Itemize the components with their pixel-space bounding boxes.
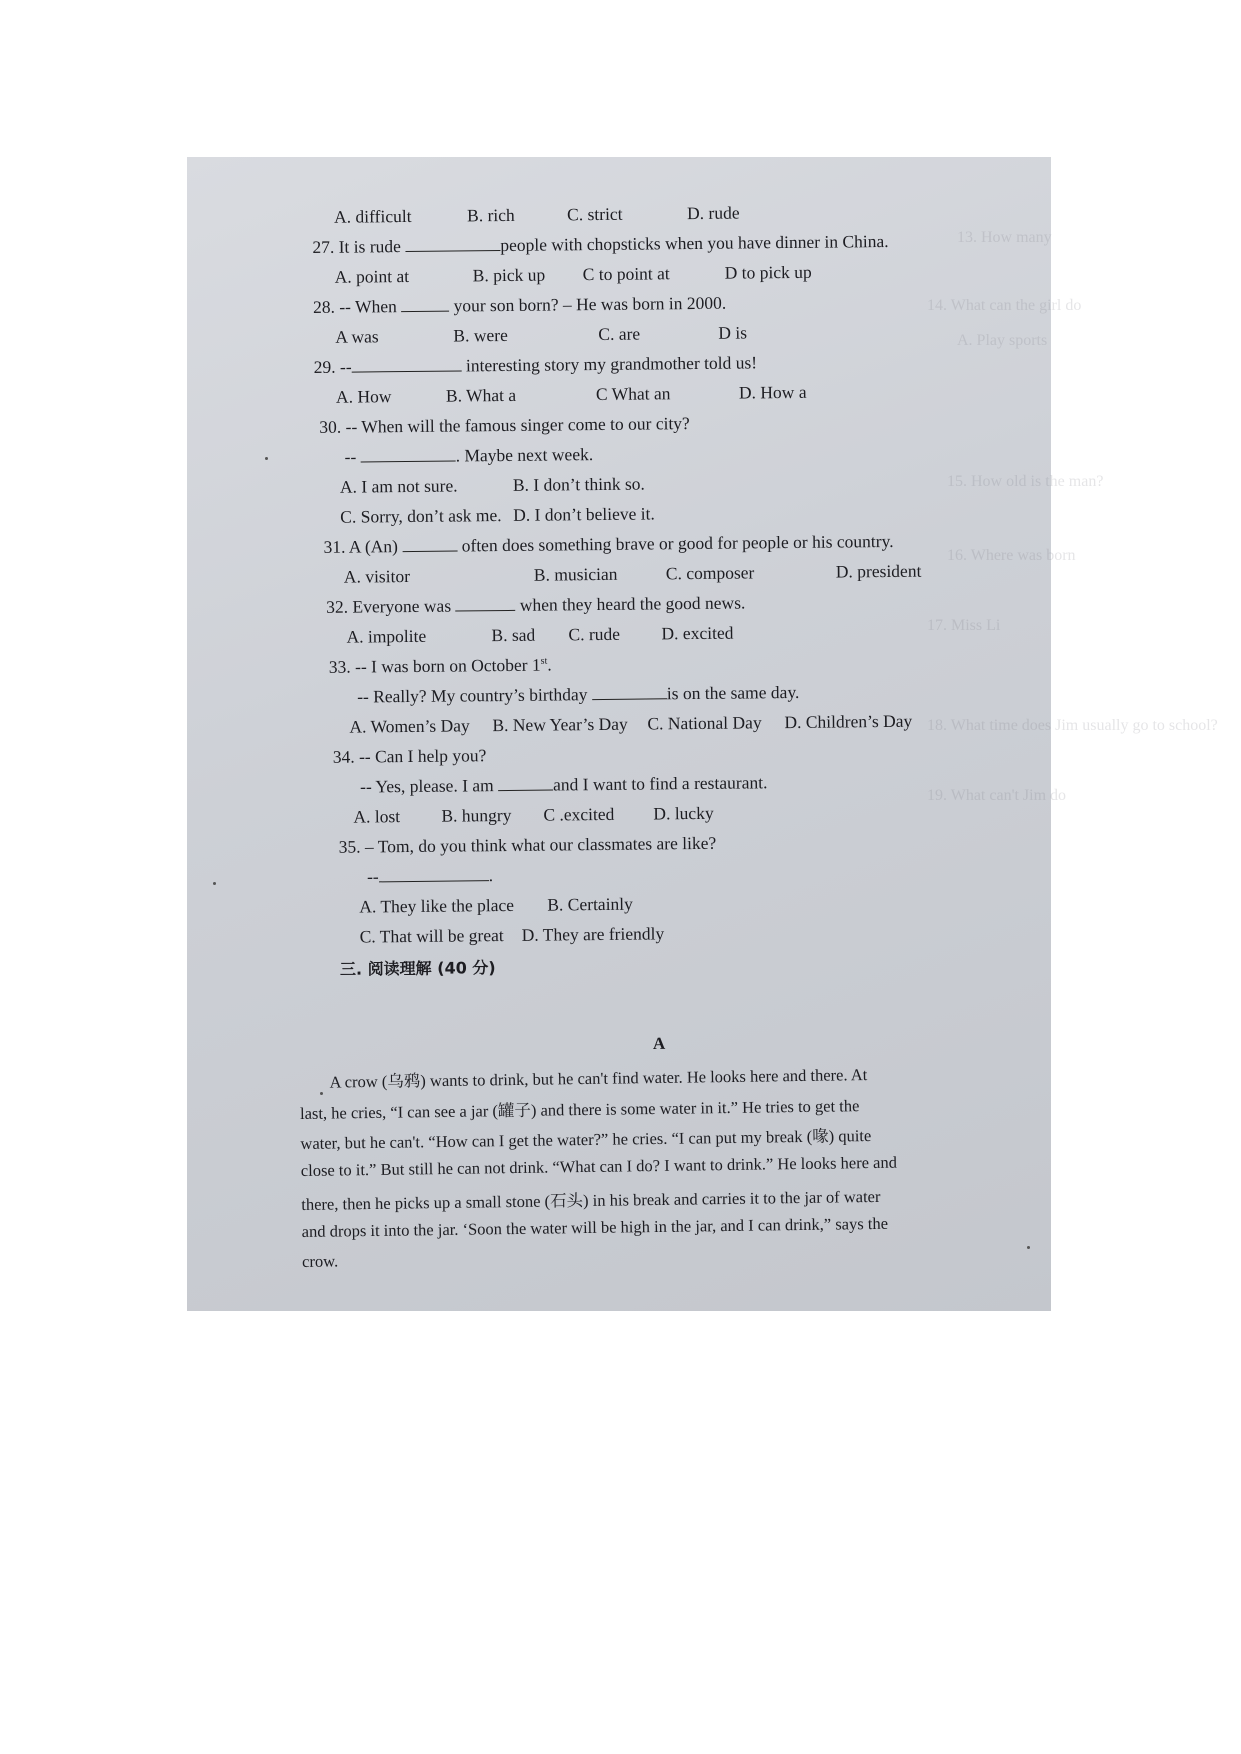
option-a: A. impolite xyxy=(346,625,427,647)
question-stem: often does something brave or good for people or his country. xyxy=(461,530,894,556)
option-a: A. difficult xyxy=(333,205,412,227)
reply-text: . Maybe next week. xyxy=(455,444,594,466)
reply-text: is on the same day. xyxy=(666,681,800,704)
reply-text: -- Yes, please. I am xyxy=(359,775,494,797)
question-stem: 29. -- xyxy=(313,356,352,377)
passage-line: close to it.” But still he can not drink. “What can I do? I want to drink.” He looks here and xyxy=(300,1152,898,1180)
reading-passage-a xyxy=(299,1029,1022,1283)
option-a: A. lost xyxy=(353,806,401,827)
option-d: D. president xyxy=(835,560,922,582)
question-stem: 35. – Tom, do you think what our classmates are like? xyxy=(338,832,717,857)
dust-speck xyxy=(213,882,216,885)
ghost-line: 14. What can the girl do xyxy=(927,297,1082,314)
ghost-line: 16. Where was born xyxy=(947,547,1076,564)
option-b: B. hungry xyxy=(441,804,512,826)
dust-speck xyxy=(265,457,268,460)
option-b: B. sad xyxy=(491,624,536,646)
ghost-line: 15. How old is the man? xyxy=(947,473,1104,490)
option-d: D. excited xyxy=(661,622,734,644)
question-stem: when they heard the good news. xyxy=(519,592,746,615)
option-b: B. were xyxy=(453,324,508,346)
option-a: A. I am not sure. xyxy=(339,475,458,497)
passage-line: and drops it into the jar. ‘Soon the water will be high in the jar, and I can drink,” says the xyxy=(301,1213,889,1241)
option-a: A was xyxy=(335,326,379,347)
option-c: C. Sorry, don’t ask me. xyxy=(340,505,502,527)
option-a: A. Women’s Day xyxy=(349,715,470,737)
option-a: A. They like the place xyxy=(359,894,515,917)
option-d: D. They are friendly xyxy=(521,923,665,945)
reply-text: . xyxy=(488,865,494,886)
option-c: C. strict xyxy=(566,203,623,225)
dust-speck xyxy=(1027,1246,1030,1249)
answer-blank xyxy=(402,549,457,552)
option-a: A. How xyxy=(335,386,392,407)
option-c: C. National Day xyxy=(647,712,762,734)
passage-line: water, but he can't. “How can I get the water?” he cries. “I can put my break (喙) quite xyxy=(300,1126,872,1153)
answer-blank xyxy=(352,369,462,372)
reply-dash: -- xyxy=(344,446,357,467)
option-c: C. composer xyxy=(665,562,755,584)
question-stem: 30. -- When will the famous singer come to our city? xyxy=(319,413,690,437)
option-c: C What an xyxy=(595,383,671,405)
question-stem: . xyxy=(547,654,552,675)
ghost-line: 18. What time does Jim usually go to school? xyxy=(927,717,1218,734)
option-d: D. I don’t believe it. xyxy=(513,503,655,525)
ghost-line: A. Play sports xyxy=(957,332,1048,349)
ghost-line: 19. What can't Jim do xyxy=(927,787,1067,804)
option-b: B. I don’t think so. xyxy=(512,473,645,495)
option-d: D. Children’s Day xyxy=(784,710,913,733)
option-a: A. point at xyxy=(334,265,410,287)
section-title: 三. 阅读理解 (40 分) xyxy=(339,958,496,979)
answer-blank xyxy=(379,879,489,882)
reply-dash: -- xyxy=(366,866,379,887)
option-d: D. rude xyxy=(686,202,740,224)
ghost-line: 13. How many xyxy=(957,229,1052,246)
option-d: D is xyxy=(718,322,748,343)
option-d: D. lucky xyxy=(653,802,714,824)
question-stem: people with chopsticks when you have dinner in China. xyxy=(500,230,889,256)
option-c: C to point at xyxy=(582,263,670,285)
passage-line: A crow (乌鸦) wants to drink, but he can't find water. He looks here and there. At xyxy=(329,1065,868,1092)
passage-line: last, he cries, “I can see a jar (罐子) and there is some water in it.” He tries to get the xyxy=(299,1095,860,1123)
passage-line: there, then he picks up a small stone (石头) in his break and carries it to the jar of water xyxy=(301,1186,881,1214)
question-stem: 28. -- When xyxy=(312,296,397,317)
option-c: C .excited xyxy=(543,803,615,825)
option-b: B. pick up xyxy=(472,264,546,286)
option-b: B. rich xyxy=(466,204,515,226)
option-b: B. Certainly xyxy=(547,893,633,915)
reply-text: and I want to find a restaurant. xyxy=(552,772,768,795)
question-stem: 34. -- Can I help you? xyxy=(332,745,487,767)
option-b: B. musician xyxy=(533,563,618,585)
ordinal-suffix: st xyxy=(540,655,548,667)
question-stem: interesting story my grandmother told us! xyxy=(465,352,758,376)
option-b: B. New Year’s Day xyxy=(492,713,628,736)
answer-blank xyxy=(401,310,449,313)
question-stem: 32. Everyone was xyxy=(326,595,452,617)
answer-blank xyxy=(361,460,456,463)
exam-questions xyxy=(312,200,1020,987)
section-heading-row xyxy=(320,950,1020,987)
option-c: C. rude xyxy=(568,623,621,645)
option-b: B. What a xyxy=(445,384,517,406)
answer-blank xyxy=(405,249,500,252)
answer-blank xyxy=(456,609,516,612)
answer-blank xyxy=(498,789,553,792)
option-c: C. are xyxy=(598,323,641,345)
question-stem: 33. -- I was born on October 1 xyxy=(328,654,541,677)
option-c: C. That will be great xyxy=(359,925,504,947)
answer-blank xyxy=(592,697,667,700)
passage-title: A xyxy=(652,1033,666,1054)
ghost-line: 17. Miss Li xyxy=(927,617,1001,634)
question-stem: your son born? – He was born in 2000. xyxy=(453,292,727,316)
passage-line: crow. xyxy=(301,1251,339,1271)
option-d: D to pick up xyxy=(724,261,812,283)
option-a: A. visitor xyxy=(343,565,411,587)
reply-text: -- Really? My country’s birthday xyxy=(357,684,588,707)
scanned-exam-photo xyxy=(187,157,1218,1311)
question-stem: 27. It is rude xyxy=(312,236,401,257)
question-stem: 31. A (An) xyxy=(323,536,399,557)
option-d: D. How a xyxy=(738,381,807,403)
